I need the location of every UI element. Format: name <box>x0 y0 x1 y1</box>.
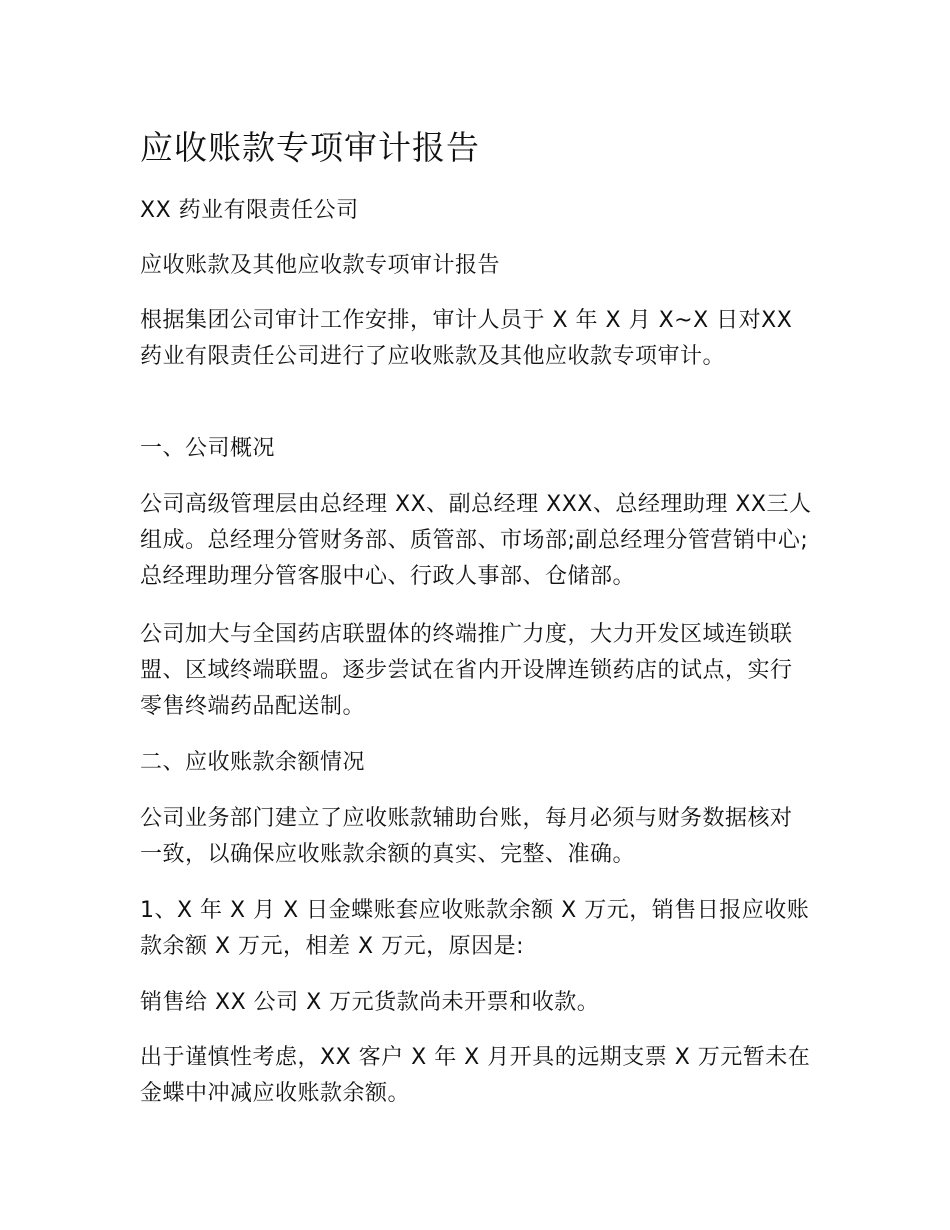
report-subtitle: 应收账款及其他应收款专项审计报告 <box>140 253 501 278</box>
reason-forward-check: 出于谨慎性考虑，XX 客户 X 年 X 月开具的远期支票 X 万元暂未在金蝶中冲减应收账款余额。 <box>140 1045 811 1106</box>
balance-item-1: 1、X 年 X 月 X 日金蝶账套应收账款余额 X 万元，销售日报应收账款余额 X 万元，相差 X 万元，原因是: <box>140 898 810 959</box>
intro-paragraph: 根据集团公司审计工作安排，审计人员于 X 年 X 月 X~X 日对XX 药业有限责任公司进行了应收账款及其他应收款专项审计。 <box>140 308 793 369</box>
reason-unbilled: 销售给 XX 公司 X 万元货款尚未开票和收款。 <box>140 990 600 1015</box>
ledger-paragraph: 公司业务部门建立了应收账款辅助台账，每月必须与财务数据核对一致，以确保应收账款余额的真实、完整、准确。 <box>140 806 793 867</box>
section-heading-receivables: 二、应收账款余额情况 <box>140 750 366 775</box>
document-title: 应收账款专项审计报告 <box>140 128 480 167</box>
company-name: XX 药业有限责任公司 <box>140 198 359 223</box>
management-paragraph: 公司高级管理层由总经理 XX、副总经理 XXX、总经理助理 XX三人组成。总经理分管财务部、质管部、市场部;副总经理分管营销中心;总经理助理分管客服中心、行政人事部、仓储部。 <box>140 492 812 589</box>
section-heading-overview: 一、公司概况 <box>140 436 276 461</box>
promotion-paragraph: 公司加大与全国药店联盟体的终端推广力度，大力开发区域连锁联盟、区域终端联盟。逐步尝试在省内开设牌连锁药店的试点，实行零售终端药品配送制。 <box>140 622 793 719</box>
